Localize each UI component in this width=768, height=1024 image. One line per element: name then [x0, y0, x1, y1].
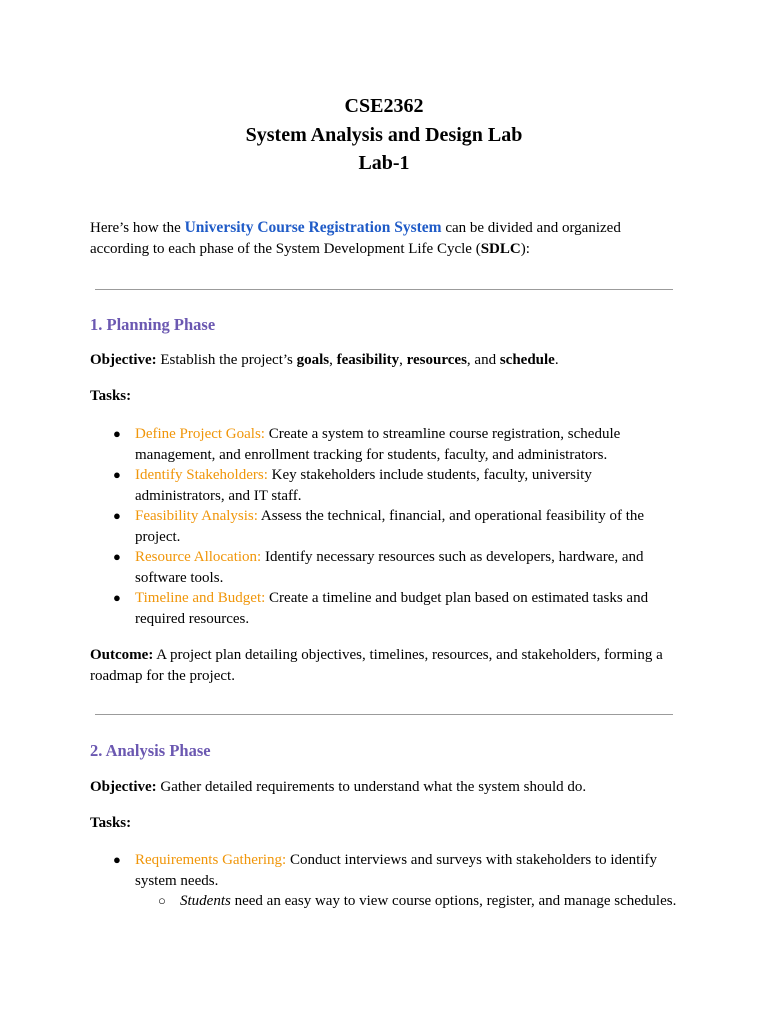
task-label: Timeline and Budget: [135, 590, 266, 606]
intro-prefix: Here’s how the [90, 220, 185, 236]
list-item [90, 588, 680, 629]
objective-text: Gather detailed requirements to understand what the system should do. [156, 779, 587, 795]
tasks-label: Tasks: [90, 815, 132, 831]
objective-separator: , and [466, 352, 500, 368]
bullet-icon: ● [113, 467, 121, 482]
analysis-objective [90, 777, 680, 798]
task-label: Define Project Goals: [135, 426, 265, 442]
objective-feasibility: feasibility [336, 352, 400, 368]
list-item [90, 850, 680, 912]
system-name: University Course Registration System [184, 219, 442, 236]
subtask-subject: Students [180, 893, 231, 909]
objective-separator: , [329, 352, 337, 368]
bullet-icon: ● [113, 852, 121, 867]
task-text: Create a timeline and budget plan based on estimated tasks and required resources. [135, 590, 649, 627]
objective-end: . [554, 352, 559, 368]
planning-phase-heading: 1. Planning Phase [90, 315, 216, 334]
bullet-icon: ● [113, 590, 121, 605]
objective-goals: goals [296, 352, 330, 368]
task-text: Conduct interviews and surveys with stakeholders to identify system needs. [135, 852, 657, 889]
task-label: Feasibility Analysis: [135, 508, 258, 524]
analysis-phase-heading: 2. Analysis Phase [90, 741, 211, 760]
document-title [90, 92, 678, 178]
task-text: Create a system to streamline course registration, schedule management, and enrollment tracking for students, faculty, and administrators. [135, 426, 621, 463]
objective-label: Objective: [90, 352, 157, 368]
objective-label: Objective: [90, 779, 157, 795]
course-name: System Analysis and Design Lab [245, 123, 523, 146]
intro-paragraph [90, 217, 680, 260]
planning-outcome [90, 645, 680, 687]
task-text: Key stakeholders include students, faculty, university administrators, and IT staff. [135, 467, 592, 504]
planning-objective [90, 350, 680, 371]
task-label: Resource Allocation: [135, 549, 262, 565]
objective-separator: , [399, 352, 407, 368]
task-text: Assess the technical, financial, and operational feasibility of the project. [135, 508, 645, 545]
bullet-icon: ● [113, 426, 121, 441]
planning-tasks-label [90, 386, 680, 407]
bullet-icon: ● [113, 508, 121, 523]
list-item [90, 424, 680, 465]
intro-suffix: ): [520, 241, 530, 257]
task-label: Requirements Gathering: [135, 852, 287, 868]
analysis-task-list [90, 850, 680, 912]
sdlc-acronym: SDLC [480, 241, 521, 257]
list-item [90, 891, 680, 912]
divider [95, 714, 673, 715]
analysis-tasks-label [90, 813, 680, 834]
bullet-icon: ● [113, 549, 121, 564]
intro-middle: can be divided and organized according to each phase of the System Development Life Cycle ( [90, 220, 621, 257]
task-label: Identify Stakeholders: [135, 467, 268, 483]
tasks-label: Tasks: [90, 388, 132, 404]
lab-number: Lab-1 [358, 152, 410, 174]
outcome-text: A project plan detailing objectives, timelines, resources, and stakeholders, forming a roadmap for the project. [90, 647, 663, 684]
outcome-label: Outcome: [90, 647, 154, 663]
divider [95, 289, 673, 290]
list-item [90, 547, 680, 588]
analysis-subtask-list [90, 891, 680, 912]
objective-schedule: schedule [499, 352, 555, 368]
subtask-text: need an easy way to view course options, register, and manage schedules. [230, 893, 677, 909]
list-item [90, 506, 680, 547]
planning-task-list [90, 424, 680, 629]
objective-text: Establish the project’s [156, 352, 297, 368]
objective-resources: resources [406, 352, 467, 368]
course-code: CSE2362 [344, 95, 424, 117]
list-item [90, 465, 680, 506]
task-text: Identify necessary resources such as developers, hardware, and software tools. [135, 549, 644, 586]
sub-bullet-icon: ○ [158, 893, 166, 908]
